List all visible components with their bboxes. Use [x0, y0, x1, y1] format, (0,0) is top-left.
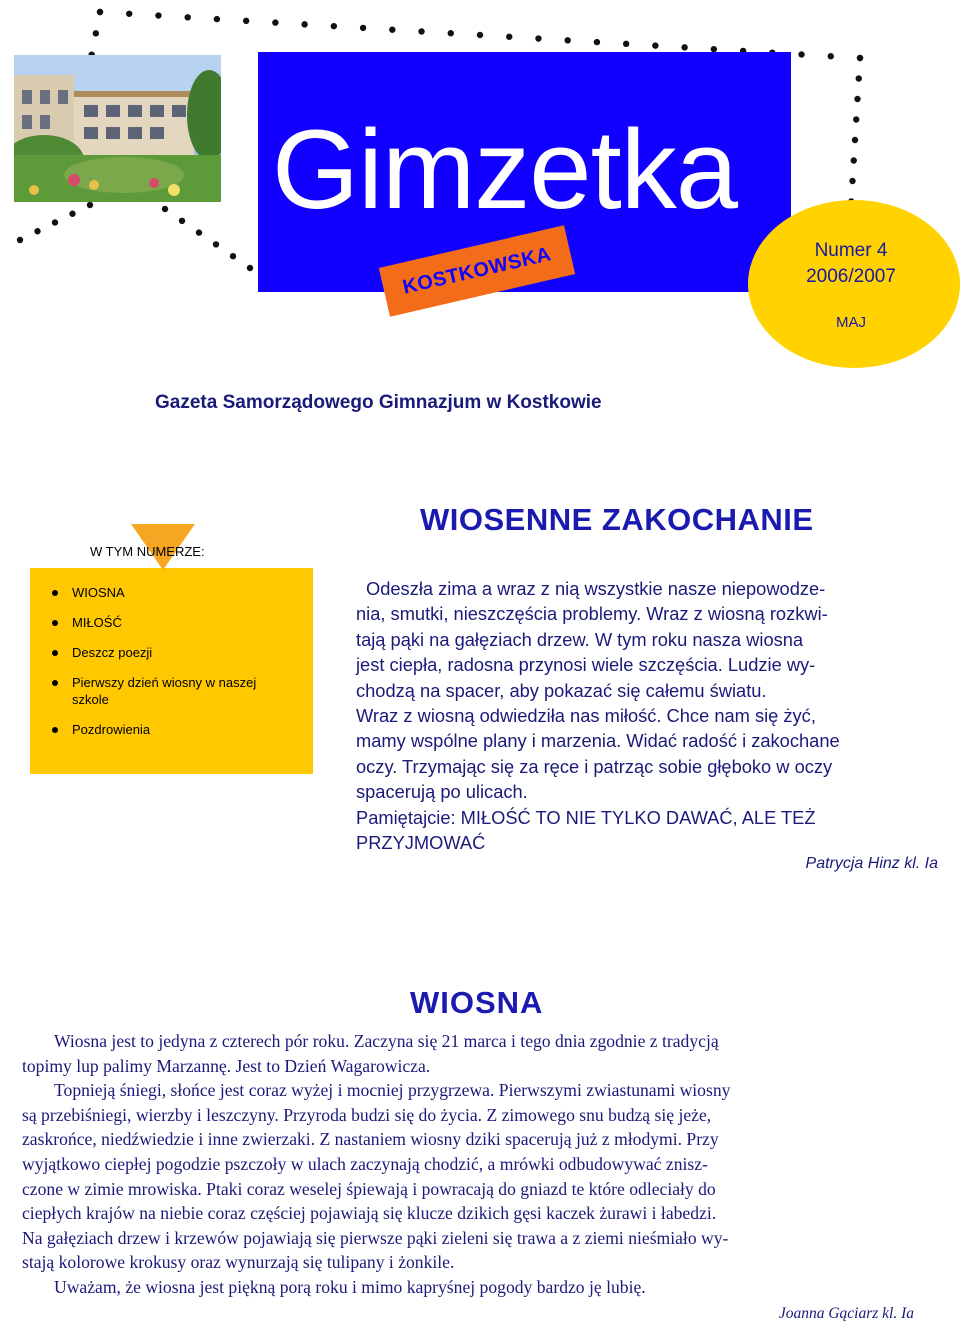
decoration-dot [301, 21, 307, 27]
decoration-dot [34, 228, 40, 234]
article1-line: tają pąki na gałęziach drzew. W tym roku nasza wiosna [356, 628, 804, 650]
decoration-dot [448, 30, 454, 36]
decoration-dot [69, 211, 75, 217]
decoration-dot [97, 9, 103, 15]
newspaper-subtitle: Gazeta Samorządowego Gimnazjum w Kostkowie [155, 392, 602, 413]
issue-month: MAJ [836, 314, 866, 331]
decoration-dot [87, 202, 93, 208]
school-photo [14, 55, 221, 202]
article1-line: chodzą na spacer, aby pokazać się całemu światu. [356, 679, 767, 701]
decoration-dot [594, 39, 600, 45]
decoration-dot [155, 12, 161, 18]
decoration-dot [331, 23, 337, 29]
article1-author: Patrycja Hinz kl. Ia [805, 855, 938, 872]
decoration-dot [247, 265, 253, 271]
decoration-dot [52, 219, 58, 225]
decoration-dot [418, 28, 424, 34]
issue-number: Numer 4 [814, 240, 888, 261]
decoration-dot [681, 44, 687, 50]
decoration-dot [179, 218, 185, 224]
decoration-dot [828, 53, 834, 59]
decoration-dot [162, 206, 168, 212]
decoration-dot [857, 55, 863, 61]
decoration-dot [243, 18, 249, 24]
decoration-dot [389, 26, 395, 32]
article1-title: WIOSENNE ZAKOCHANIE [420, 502, 814, 537]
decoration-dot [184, 14, 190, 20]
decoration-dot [564, 37, 570, 43]
decoration-dot [853, 116, 859, 122]
article2-line: zaskrońce, niedźwiedzie i inne zwierzaki. Z nastaniem wiosny dziki spacerują już z młodymi. Przy [22, 1129, 719, 1150]
toc-item-deszcz-poezji[interactable]: Deszcz poezji [52, 644, 292, 661]
article2-line: wyjątkowo ciepłej pogodzie pszczoły w ulach zaczynają chodzić, a mrówki odbudowywać znisz- [22, 1153, 708, 1174]
article1-body [356, 576, 938, 855]
article1-line: Odeszła zima a wraz z nią wszystkie nasze niepowodze- [366, 578, 826, 599]
decoration-dot [852, 137, 858, 143]
article2-line: topimy lup palimy Marzannę. Jest to Dzień Wagarowicza. [22, 1055, 431, 1076]
decoration-dot [854, 96, 860, 102]
article1-line: mamy wspólne plany i marzenia. Widać radość i zakochane [356, 730, 840, 752]
article1-line: spacerują po ulicach. [356, 781, 528, 803]
article1-line: oczy. Trzymając się za ręce i patrząc sobie głęboko w oczy [356, 755, 833, 777]
article2-line: są przebiśniegi, wierzby i leszczyny. Przyroda budzi się do życia. Z zimowego snu budzą się jeże, [22, 1104, 712, 1125]
article2-line: Topnieją śniegi, słońce jest coraz wyżej i mocniej przygrzewa. Pierwszymi zwiastunami wiosny [54, 1080, 731, 1101]
decoration-dot [214, 16, 220, 22]
article2-line: stają kolorowe krokusy oraz wynurzają się tulipany i żonkile. [22, 1252, 455, 1273]
toc-item-pozdrowienia[interactable]: Pozdrowienia [52, 721, 292, 738]
article2-line: ciepłych krajów na niebie coraz częściej pojawiają się klucze dzikich gęsi kaczek żurawi i łabedzi. [22, 1203, 717, 1224]
decoration-dot [798, 51, 804, 57]
article2-line: Na gałęziach drzew i krzewów pojawiają się pierwsze pąki zieleni się trawa a z ziemi nieśmiało wy- [22, 1227, 729, 1248]
decoration-dot [230, 253, 236, 259]
decoration-dot [196, 229, 202, 235]
article1-line: Wraz z wiosną odwiedziła nas miłość. Chce nam się żyć, [356, 705, 816, 727]
decoration-dot [623, 41, 629, 47]
article2-line: czone w zimie mrowiska. Ptaki coraz weselej śpiewają i powracają do gniazd te które odleciały do [22, 1178, 716, 1199]
article2-body [22, 1029, 913, 1300]
toc-list [52, 584, 292, 751]
decoration-dot [849, 178, 855, 184]
decoration-dot [652, 42, 658, 48]
banner-text: KOSTKOWSKA [400, 242, 554, 299]
article1-line: jest ciepła, radosna przynosi wiele szczęścia. Ludzie wy- [356, 654, 816, 676]
article1-line: Pamiętajcie: MIŁOŚĆ TO NIE TYLKO DAWAĆ, ALE TEŻ [356, 806, 816, 828]
toc-label: W TYM NUMERZE: [90, 544, 205, 559]
newspaper-title: Gimzetka [272, 107, 737, 232]
article2-line: Uważam, że wiosna jest piękną porą roku i mimo kapryśnej pogody bardzo ję lubię. [54, 1276, 646, 1297]
article1-line: nia, smutki, nieszczęścia problemy. Wraz z wiosną rozkwi- [356, 603, 828, 625]
toc-item-milosc[interactable]: MIŁOŚĆ [52, 614, 292, 631]
issue-year: 2006/2007 [806, 266, 896, 287]
decoration-dot [126, 11, 132, 17]
article2-title: WIOSNA [410, 985, 544, 1020]
decoration-dot [477, 32, 483, 38]
decoration-dot [93, 30, 99, 36]
toc-item-wiosna[interactable]: WIOSNA [52, 584, 292, 601]
article2-author: Joanna Gąciarz kl. Ia [778, 1305, 914, 1322]
toc-item-pierwszy-dzien[interactable]: Pierwszy dzień wiosny w naszej szkole [52, 674, 292, 708]
decoration-dot [17, 237, 23, 243]
article1-line: PRZYJMOWAĆ [356, 832, 486, 854]
article2-line: Wiosna jest to jedyna z czterech pór roku. Zaczyna się 21 marca i tego dnia zgodnie z tradycją [54, 1031, 719, 1051]
decoration-dot [851, 157, 857, 163]
decoration-dot [535, 35, 541, 41]
decoration-dot [506, 34, 512, 40]
decoration-dot [360, 25, 366, 31]
decoration-dot [856, 75, 862, 81]
decoration-dot [213, 241, 219, 247]
decoration-dot [272, 19, 278, 25]
